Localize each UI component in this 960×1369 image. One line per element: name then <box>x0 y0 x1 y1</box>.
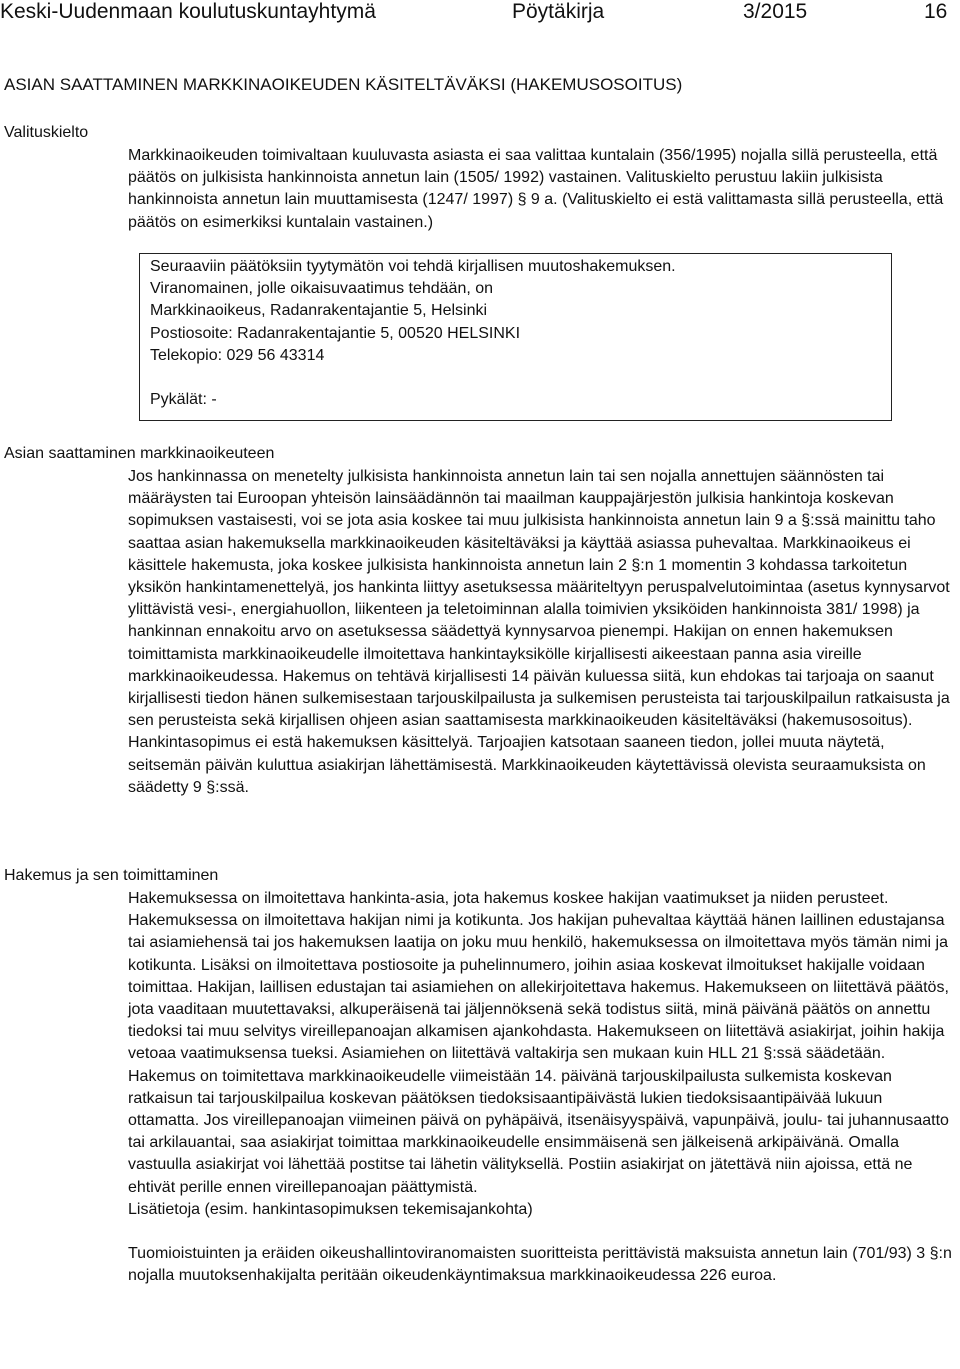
appeal-postal-address: Postiosoite: Radanrakentajantie 5, 00520 HELSINKI <box>150 324 521 342</box>
section-label-referral: Asian saattaminen markkinaoikeuteen <box>4 445 275 462</box>
appeal-ban-paragraph: Markkinaoikeuden toimivaltaan kuuluvasta asiasta ei saa valittaa kuntalain (356/1995) nojalla sillä perusteella, että päätös on julkisista hankinnoista annetun lain (1505/ 1992) vastainen. Valituskielto perustuu lakiin julkisista hankinnoista annetun lain muuttamisesta (1247/ 1997) § 9 a. (Valituskielto ei estä valittamasta sillä perusteella, että päätös on esimerkiksi kuntalain vastainen.) <box>128 147 944 231</box>
application-text <box>128 888 954 1287</box>
more-info-line: Lisätietoja (esim. hankintasopimuksen tekemisajankohta) <box>128 1200 533 1218</box>
referral-paragraph: Jos hankinnassa on menetelty julkisista hankinnoista annetun lain tai sen nojalla annettujen säännösten tai määräysten tai Euroopan yhteisön lainsäädännön tai maailman kauppajärjestön julkisia hankintoja koskevan sopimuksen vastaisesti, voi se jota asia koskee tai muu julkisista hankinnoista annetun lain 9 a §:ssä mainittu taho saattaa asian hakemuksella markkinaoikeuden käsiteltäväksi ja käyttää asiassa puhevaltaa. Markkinaoikeus ei käsittele hakemusta, joka koskee julkisista hankinnoista annetun lain 2 §:n 1 momentin 3 kohdassa tarkoitetun yksikön hankintamenettelyä, jos hankinta liittyy asetuksessa määriteltyyn peruspalvelutoimintaa (asetus kynnysarvot ylittävistä vesi-, energiahuollon, liikenteen ja teletoiminnan alalla toimivien yksiköiden hankinnoista 381/ 1998) ja hankinnan ennakoitu arvo on asetuksessa säädettyä kynnysarvoa pienempi. Hakijan on ennen hakemuksen toimittamista markkinaoikeudelle ilmoitettava hankintayksikölle kirjallisesti aikeestaan panna asia vireille markkinaoikeudessa. Hakemus on tehtävä kirjallisesti 14 päivän kuluessa siitä, kun ehdokas tai tarjoaja on saanut kirjallisesti tiedon hänen sulkemisestaan tarjouskilpailusta ja sulkemisen perusteista tai tarjouskilpailun ratkaisusta ja sen perusteista sekä kirjallisen ohjeen asian saattamisesta markkinaoikeuden käsiteltäväksi (hakemusosoitus). Hankintasopimus ei estä hakemuksen käsittelyä. Tarjoajien katsotaan saaneen tiedon, jollei muuta näytetä, seitsemän päivän kuluttua asiakirjan lähettämisestä. Markkinaoikeuden käytettävissä olevista seuraamuksista on säädetty 9 §:ssä. <box>128 468 950 796</box>
page-number: 16 <box>924 0 948 23</box>
page-header <box>0 0 960 24</box>
issue-number: 3/2015 <box>743 0 808 23</box>
appeal-sections: Pykälät: - <box>150 391 217 409</box>
appeal-fax: Telekopio: 029 56 43314 <box>150 346 325 364</box>
appeal-instructions-box <box>139 253 892 421</box>
appeal-intro: Seuraaviin päätöksiin tyytymätön voi tehdä kirjallisen muutoshakemuksen. <box>150 258 676 275</box>
organization-name: Keski-Uudenmaan koulutuskuntayhtymä <box>0 0 376 23</box>
appeal-ban-text <box>128 145 954 234</box>
fee-paragraph: Tuomioistuinten ja eräiden oikeushallintoviranomaisten suoritteista perittävistä maksuista annetun lain (701/93) 3 §:n nojalla muutoksenhakijalta peritään oikeudenkäyntimaksua markkinaoikeudessa 226 euroa. <box>128 1245 952 1285</box>
referral-text <box>128 466 954 799</box>
section-label-appeal-ban: Valituskielto <box>4 124 89 141</box>
appeal-court: Markkinaoikeus, Radanrakentajantie 5, Helsinki <box>150 302 488 320</box>
document-type: Pöytäkirja <box>512 0 605 23</box>
page-title: ASIAN SAATTAMINEN MARKKINAOIKEUDEN KÄSITELTÄVÄKSI (HAKEMUSOSOITUS) <box>4 75 683 94</box>
application-paragraph: Hakemuksessa on ilmoitettava hankinta-asia, jota hakemus koskee hakijan vaatimukset ja niiden perusteet. Hakemuksessa on ilmoitettava hakijan nimi ja kotikunta. Jos hakijan puhevaltaa käyttää hänen laillinen edustajansa tai asiamiehensä tai jos hakemuksen laatija on joku muu henkilö, hakemuksessa on ilmoitettava myös tämän nimi ja kotikunta. Lisäksi on ilmoitettava postiosoite ja puhelinnumero, joihin asiaa koskevat ilmoitukset hakijalle voidaan toimittaa. Hakijan, laillisen edustajan tai asiamiehen on allekirjoitettava hakemus. Hakemukseen on liitettävä päätös, jota vaaditaan muutettavaksi, alkuperäisenä tai jäljennöksenä sekä todistus siitä, minä päivänä päätös on annettu tiedoksi tai muu selvitys vireillepanoajan alkamisen ajankohdasta. Hakemukseen on liitettävä asiakirjat, joihin hakija vetoaa vaatimuksensa tueksi. Asiamiehen on liitettävä valtakirja sen mukaan kuin HLL 21 §:ssä säädetään. Hakemus on toimitettava markkinaoikeudelle viimeistään 14. päivänä tarjouskilpailusta sulkemista koskevan ratkaisun tai tarjouskilpailua koskevan päätöksen tiedoksisaantipäivästä lukien tiedoksisaantipäivää lukuun ottamatta. Jos vireillepanoajan viimeinen päivä on pyhäpäivä, itsenäisyyspäivä, vapunpäivä, joulu- tai juhannusaatto tai arkilauantai, saa asiakirjat toimittaa markkinaoikeudelle ensimmäisenä sen jälkeisenä arkipäivänä. Omalla vastuulla asiakirjat voi lähettää postitse tai lähetin välityksellä. Postiin asiakirjat on jätettävä niin ajoissa, että ne ehtivät perille ennen vireillepanoajan päättymistä. <box>128 890 949 1196</box>
appeal-authority: Viranomainen, jolle oikaisuvaatimus tehdään, on <box>150 280 494 298</box>
section-label-application: Hakemus ja sen toimittaminen <box>4 867 219 884</box>
